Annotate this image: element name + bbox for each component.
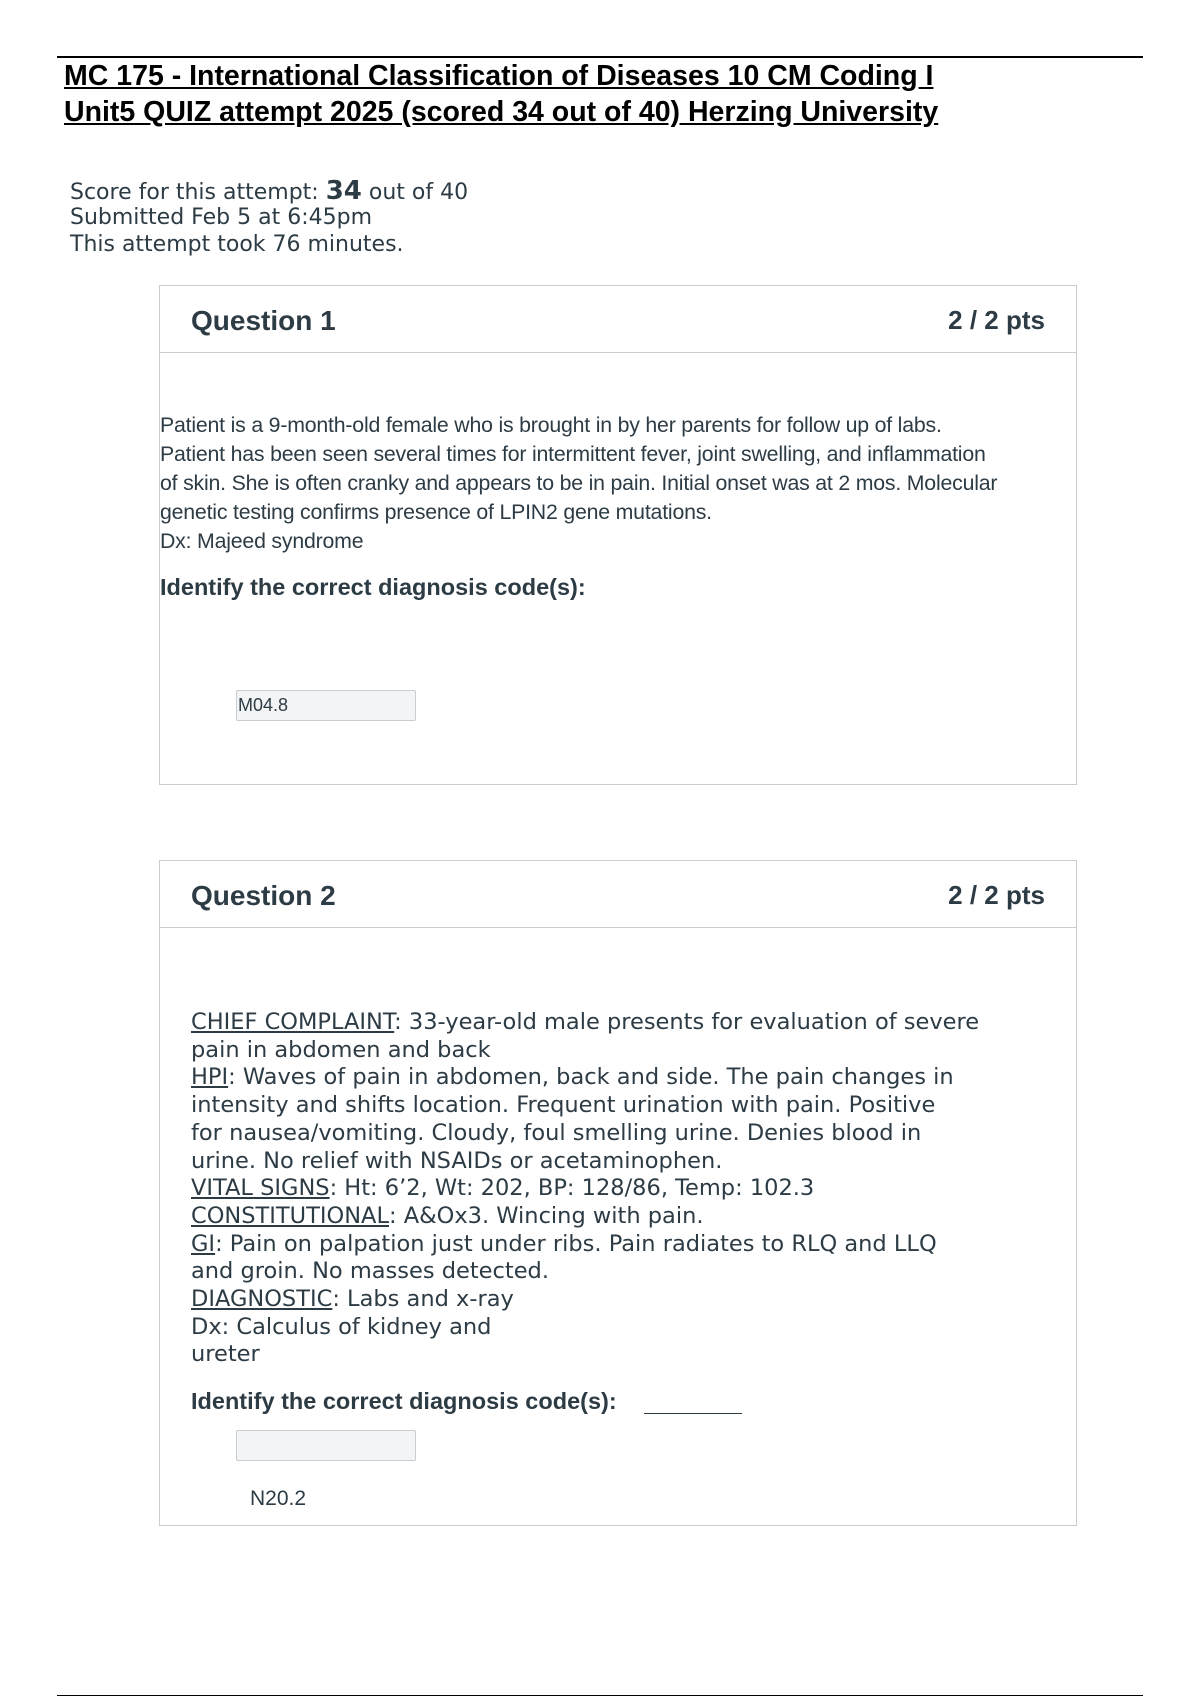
question-1-card — [159, 285, 1077, 785]
hpi-label: HPI — [191, 1064, 229, 1091]
score-line — [70, 178, 468, 205]
title-line-1: MC 175 - International Classification of Diseases 10 CM Coding I — [64, 60, 934, 92]
gi-label: GI — [191, 1230, 216, 1257]
diagnostic-label: DIAGNOSTIC — [191, 1286, 333, 1313]
question-2-text — [191, 1009, 1071, 1369]
question-1-text — [160, 411, 1070, 556]
constitutional-text: : A&Ox3. Wincing with pain. — [388, 1202, 704, 1229]
duration-text: This attempt took 76 minutes. — [70, 232, 404, 257]
question-2-answer-field[interactable] — [236, 1430, 416, 1461]
vital-signs-line — [191, 1175, 1071, 1203]
question-2-prompt: Identify the correct diagnosis code(s): — [191, 1388, 617, 1414]
gi-line — [191, 1231, 1071, 1259]
constitutional-label: CONSTITUTIONAL — [191, 1202, 389, 1229]
question-1-points: 2 / 2 pts — [948, 305, 1045, 335]
hpi-line-4: urine. No relief with NSAIDs or acetaminophen. — [191, 1147, 723, 1174]
question-1-text-line: of skin. She is often cranky and appears to be in pain. Initial onset was at 2 mos. Molecular — [160, 471, 998, 495]
question-1-text-line: Dx: Majeed syndrome — [160, 529, 364, 553]
question-2-title: Question 2 — [191, 880, 336, 911]
gi-line-2: and groin. No masses detected. — [191, 1258, 549, 1285]
chief-complaint-line-2: pain in abdomen and back — [191, 1036, 491, 1063]
diagnostic-text: : Labs and x-ray — [332, 1286, 514, 1313]
chief-complaint-text: : 33-year-old male presents for evaluation of severe — [394, 1009, 980, 1035]
question-2-answer: N20.2 — [250, 1487, 307, 1510]
question-1-text-line: genetic testing confirms presence of LPIN2 gene mutations. — [160, 500, 712, 524]
constitutional-line — [191, 1203, 1071, 1231]
score-total: out of 40 — [368, 180, 469, 205]
diagnostic-line — [191, 1286, 1071, 1314]
dx-line: Dx: Calculus of kidney and — [191, 1313, 492, 1340]
question-1-text-line: Patient is a 9-month-old female who is brought in by her parents for follow up of labs. — [160, 413, 942, 437]
hpi-text: : Waves of pain in abdomen, back and side. The pain changes in — [228, 1064, 954, 1091]
hpi-line-2: intensity and shifts location. Frequent urination with pain. Positive — [191, 1092, 936, 1119]
question-2-header — [160, 861, 1076, 928]
question-1-answer-field[interactable]: M04.8 — [236, 690, 416, 721]
question-1-title: Question 1 — [191, 305, 336, 336]
title-line-2: Unit5 QUIZ attempt 2025 (scored 34 out of 40) Herzing University — [64, 96, 939, 128]
hpi-line — [191, 1064, 1071, 1092]
attempt-summary — [70, 178, 468, 259]
bottom-rule — [57, 1695, 1143, 1696]
question-2-card — [159, 860, 1077, 1526]
question-1-header — [160, 286, 1076, 353]
hpi-line-3: for nausea/vomiting. Cloudy, foul smelling urine. Denies blood in — [191, 1119, 922, 1146]
answer-blank-line — [644, 1413, 742, 1414]
question-1-text-line: Patient has been seen several times for intermittent fever, joint swelling, and inflammation — [160, 442, 986, 466]
score-label: Score for this attempt: — [70, 180, 319, 205]
gi-text: : Pain on palpation just under ribs. Pain radiates to RLQ and LLQ — [215, 1230, 937, 1257]
submitted-text: Submitted Feb 5 at 6:45pm — [70, 205, 372, 230]
chief-complaint-label: CHIEF COMPLAINT — [191, 1009, 395, 1035]
score-value: 34 — [325, 176, 362, 206]
question-1-prompt: Identify the correct diagnosis code(s): — [160, 574, 586, 600]
dx-line-2: ureter — [191, 1341, 260, 1368]
question-2-points: 2 / 2 pts — [948, 880, 1045, 910]
vital-signs-text: : Ht: 6’2, Wt: 202, BP: 128/86, Temp: 102.3 — [329, 1175, 815, 1202]
vital-signs-label: VITAL SIGNS — [191, 1175, 330, 1202]
chief-complaint-line — [191, 1009, 1071, 1037]
document-title — [64, 58, 1144, 130]
